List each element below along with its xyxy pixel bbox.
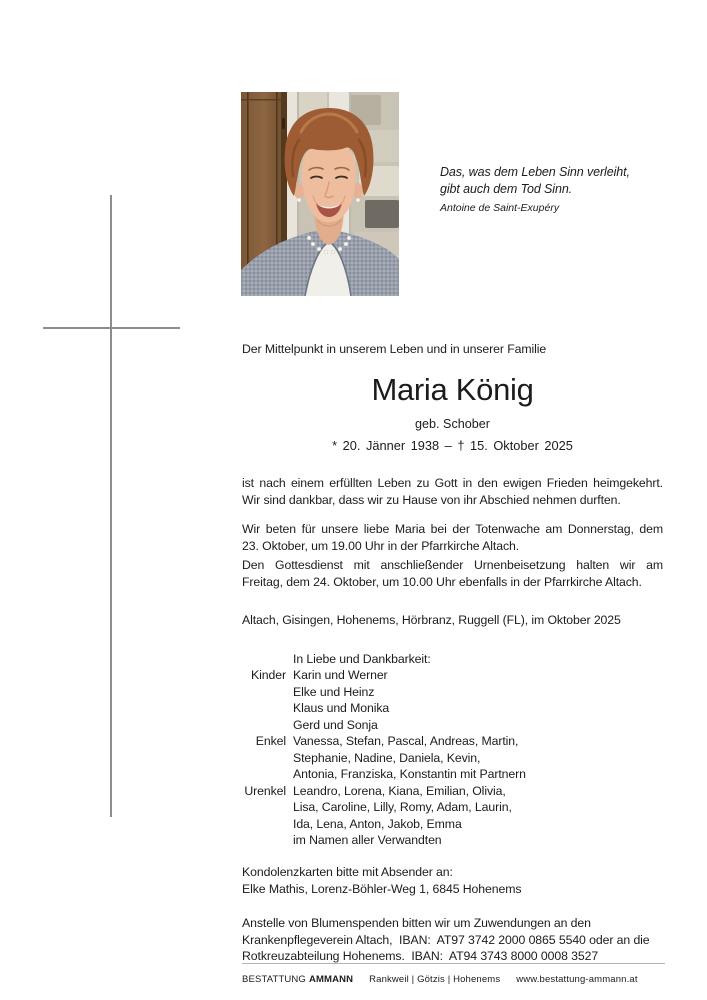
family-names: Gerd und Sonja	[293, 717, 378, 732]
family-row	[242, 684, 663, 700]
text-line: Wir sind dankbar, dass wir zu Hause von ihr Abschied nehmen durften.	[242, 493, 621, 508]
condolence-block	[242, 864, 663, 898]
family-label	[242, 766, 286, 782]
portrait-photo	[241, 92, 399, 296]
family-label	[242, 750, 286, 766]
donation-iban-line: Rotkreuzabteilung Hohenems. IBAN: AT94 3743 8000 0008 3527	[242, 949, 599, 964]
footer	[242, 974, 665, 986]
family-names: Antonia, Franziska, Konstantin mit Partnern	[293, 767, 526, 782]
family-names: Leandro, Lorena, Kiana, Emilian, Olivia,	[293, 783, 506, 798]
family-names: im Namen aller Verwandten	[293, 832, 442, 847]
paragraph-wake	[242, 521, 663, 556]
text-line: Freitag, dem 24. Oktober, um 10.00 Uhr ebenfalls in der Pfarrkirche Altach.	[242, 575, 642, 590]
condolence-address: Elke Mathis, Lorenz-Böhler-Weg 1, 6845 Hohenems	[242, 882, 522, 896]
family-row	[242, 700, 663, 716]
family-row	[242, 799, 663, 815]
family-row	[242, 667, 663, 683]
family-names: Vanessa, Stefan, Pascal, Andreas, Martin,	[293, 734, 519, 749]
quote-attribution: Antoine de Saint-Exupéry	[440, 202, 560, 214]
funeral-home-name-bold: AMMANN	[308, 974, 354, 985]
family-names: Ida, Lena, Anton, Jakob, Emma	[293, 816, 462, 831]
family-row	[242, 717, 663, 733]
family-label	[242, 832, 286, 848]
family-names: Stephanie, Nadine, Daniela, Kevin,	[293, 750, 481, 765]
intro-text: Der Mittelpunkt in unserem Leben und in unserer Familie	[242, 342, 547, 356]
family-names: Elke und Heinz	[293, 684, 375, 699]
family-row	[242, 816, 663, 832]
paragraph-homecoming	[242, 475, 663, 510]
family-names: Klaus und Monika	[293, 701, 390, 716]
maiden-name: geb. Schober	[415, 417, 490, 431]
family-list	[242, 651, 663, 848]
deceased-name: Maria König	[371, 372, 534, 407]
footer-divider	[242, 963, 665, 964]
family-label: Kinder	[251, 668, 286, 683]
family-label: Enkel	[255, 734, 286, 749]
footer-locations: Rankweil | Götzis | Hohenems	[369, 974, 501, 985]
cross-horizontal-bar	[43, 327, 180, 329]
cross-vertical-bar	[110, 195, 112, 817]
quote-line: gibt auch dem Tod Sinn.	[440, 181, 573, 196]
text-line: Wir beten für unsere liebe Maria bei der Totenwache am Donnerstag, dem	[242, 522, 663, 536]
family-row	[242, 783, 663, 799]
family-label	[242, 799, 286, 815]
family-label	[242, 700, 286, 716]
quote-line: Das, was dem Leben Sinn verleiht,	[440, 165, 630, 179]
donation-block	[242, 915, 663, 965]
family-label	[242, 816, 286, 832]
life-dates: * 20. Jänner 1938 – † 15. Oktober 2025	[332, 438, 573, 453]
funeral-home-name: BESTATTUNG	[242, 974, 306, 985]
footer-website: www.bestattung-ammann.at	[516, 974, 638, 985]
donation-iban-line: Krankenpflegeverein Altach, IBAN: AT97 3742 2000 0865 5540 oder an die	[242, 932, 650, 947]
family-row	[242, 832, 663, 848]
text-line: Kondolenzkarten bitte mit Absender an:	[242, 865, 453, 879]
text-line: 23. Oktober, um 19.00 Uhr in der Pfarrkirche Altach.	[242, 539, 520, 554]
family-label	[242, 717, 286, 733]
family-label	[242, 684, 286, 700]
family-row	[242, 651, 663, 667]
family-names: Lisa, Caroline, Lilly, Romy, Adam, Laurin,	[293, 800, 512, 815]
quote-block	[440, 164, 680, 214]
text-line: Anstelle von Blumenspenden bitten wir um Zuwendungen an den	[242, 916, 591, 930]
text-line: ist nach einem erfüllten Leben zu Gott in den ewigen Frieden heimgekehrt.	[242, 476, 663, 490]
family-names: In Liebe und Dankbarkeit:	[293, 652, 431, 666]
family-label: Urenkel	[244, 783, 286, 798]
family-row	[242, 750, 663, 766]
family-row	[242, 733, 663, 749]
family-row	[242, 766, 663, 782]
family-label	[242, 651, 286, 667]
family-names: Karin und Werner	[293, 668, 388, 683]
paragraph-service	[242, 557, 663, 592]
text-line: Den Gottesdienst mit anschließender Urnenbeisetzung halten wir am	[242, 558, 663, 572]
places-line: Altach, Gisingen, Hohenems, Hörbranz, Ruggell (FL), im Oktober 2025	[242, 613, 621, 627]
